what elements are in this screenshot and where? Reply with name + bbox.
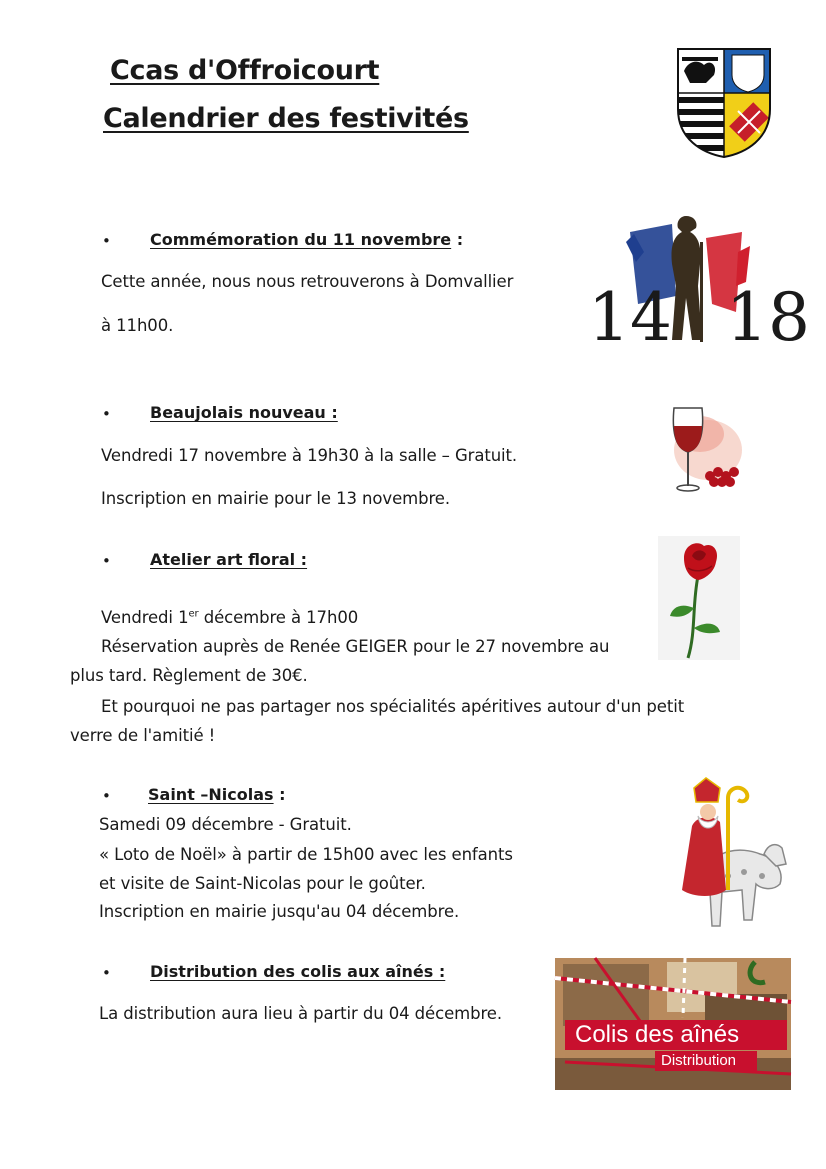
event-line: Vendredi 17 novembre à 19h30 à la salle – Gratuit. <box>101 446 518 465</box>
event-title-distribution: Distribution des colis aux aînés : <box>150 962 446 981</box>
event-title-atelier: Atelier art floral : <box>150 550 308 569</box>
event-line: Inscription en mairie pour le 13 novembre. <box>101 489 450 508</box>
event-line: Samedi 09 décembre - Gratuit. <box>99 815 352 834</box>
gift-packages-icon <box>555 958 791 1090</box>
event-line: Et pourquoi ne pas partager nos spécialités apéritives autour d'un petit <box>101 697 685 716</box>
event-line: verre de l'amitié ! <box>70 726 216 745</box>
event-line: Réservation auprès de Renée GEIGER pour le 27 novembre au <box>101 637 610 656</box>
page-title-line2: Calendrier des festivités <box>103 103 469 134</box>
event-title-saint-nicolas: Saint –Nicolas : <box>148 785 286 804</box>
banner-title: Colis des aînés <box>575 1021 740 1048</box>
red-rose-icon <box>658 536 740 660</box>
year-1918-label: 18 <box>726 279 810 356</box>
banner-sub-box <box>655 1051 757 1071</box>
event-line: et visite de Saint-Nicolas pour le goûter. <box>99 874 426 893</box>
page-title-line1: Ccas d'Offroicourt <box>110 55 380 86</box>
banner-box <box>565 1020 787 1050</box>
event-line: La distribution aura lieu à partir du 04 décembre. <box>99 1004 502 1023</box>
year-1914-label: 14 <box>588 279 672 356</box>
event-line: plus tard. Règlement de 30€. <box>70 666 308 685</box>
bullet: • <box>102 552 111 570</box>
soldier-1418-icon <box>586 212 810 356</box>
wine-glass-icon <box>660 404 744 496</box>
coat-of-arms-icon <box>676 47 772 159</box>
event-line: Cette année, nous nous retrouverons à Domvallier <box>101 272 514 291</box>
event-title-commemoration: Commémoration du 11 novembre : <box>150 230 464 249</box>
event-line: à 11h00. <box>101 316 174 335</box>
event-line: « Loto de Noël» à partir de 15h00 avec les enfants <box>99 845 513 864</box>
event-title-beaujolais: Beaujolais nouveau : <box>150 403 338 422</box>
bullet: • <box>102 405 111 423</box>
event-line: Inscription en mairie jusqu'au 04 décembre. <box>99 902 460 921</box>
event-date-line: Vendredi 1er décembre à 17h00 <box>101 608 359 627</box>
bullet: • <box>102 964 111 982</box>
bullet: • <box>102 232 111 250</box>
saint-nicolas-icon <box>668 780 792 936</box>
banner-subtitle: Distribution <box>661 1052 737 1069</box>
bullet: • <box>102 787 111 805</box>
